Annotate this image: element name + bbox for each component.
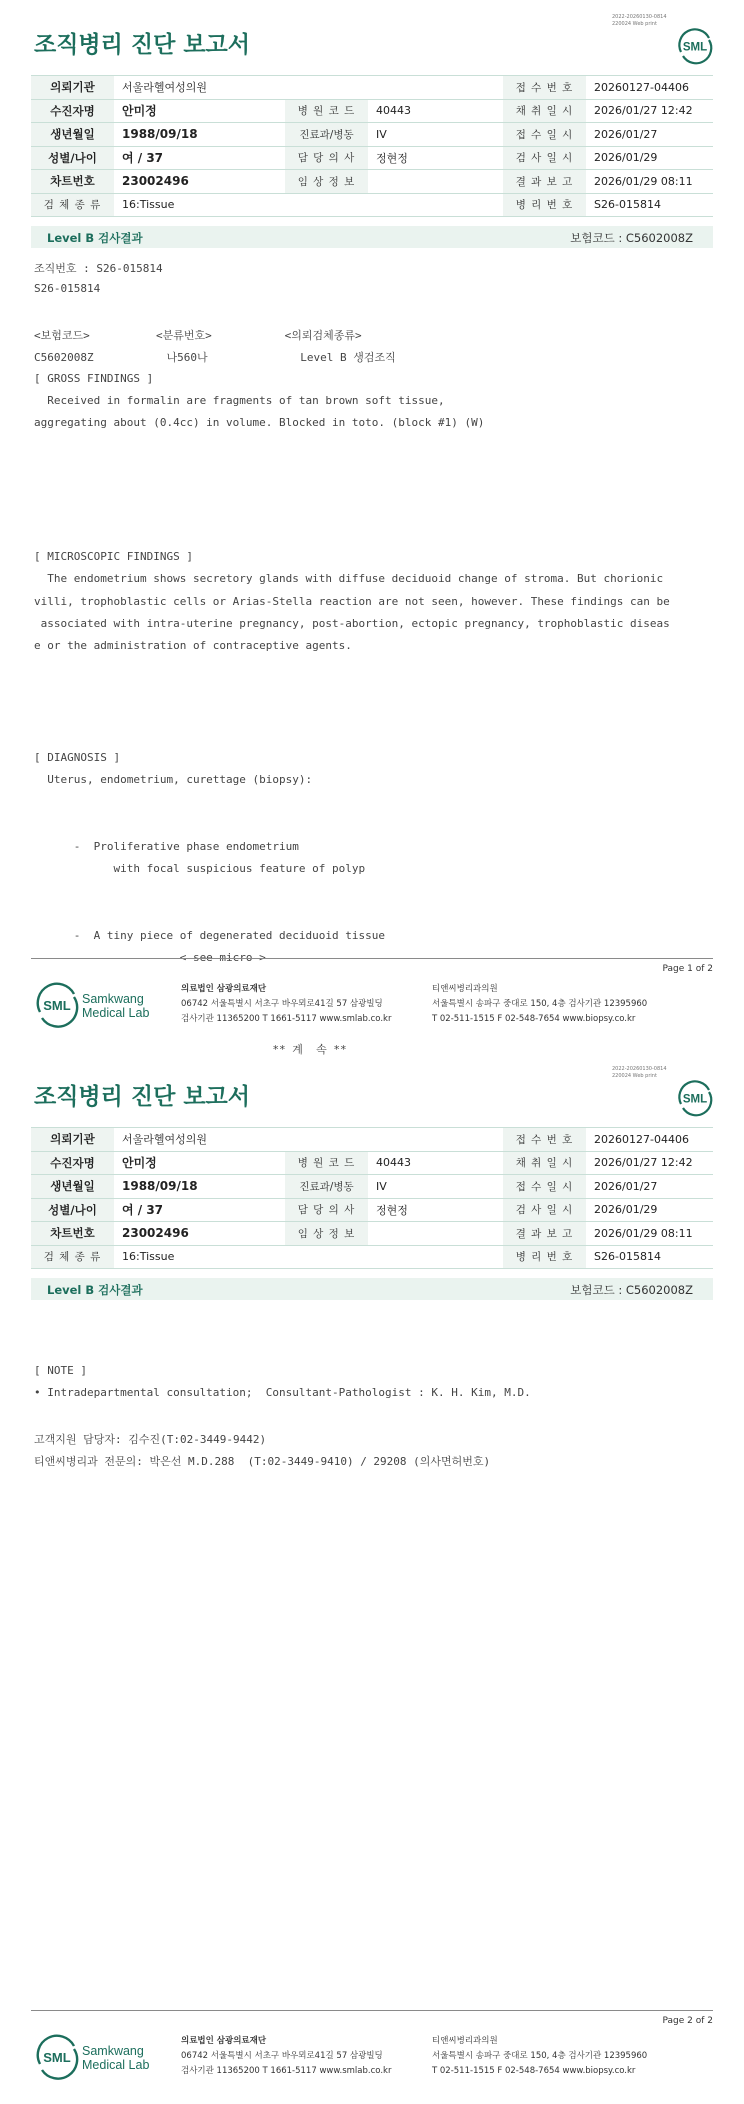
patient-name-value: 안미정 xyxy=(114,99,285,123)
info-row xyxy=(31,123,713,147)
brand-line-2: Medical Lab xyxy=(82,2058,150,2072)
dept-label: 진료과/병동 xyxy=(285,123,368,147)
hospital-label: 의뢰기관 xyxy=(31,1128,114,1152)
hospital-value: 서울라헬여성의원 xyxy=(114,76,503,100)
sml-logo-text: SML xyxy=(682,41,708,54)
collect-date-label: 채 취 일 시 xyxy=(503,1151,586,1175)
sml-logo-text: SML xyxy=(682,1093,708,1106)
page-number: Page 1 of 2 xyxy=(662,964,713,974)
report-text-line: associated with intra-uterine pregnancy, post-abortion, ectopic pregnancy, trophoblastic diseas xyxy=(34,616,670,630)
report-text-line: [ DIAGNOSIS ] xyxy=(34,750,121,764)
receipt-no-value: 20260127-04406 xyxy=(586,1128,713,1152)
hospital-label: 의뢰기관 xyxy=(31,76,114,100)
info-row xyxy=(31,1128,713,1152)
info-row xyxy=(31,146,713,170)
result-date-value: 2026/01/29 08:11 xyxy=(586,1222,713,1246)
doctor-label: 담 당 의 사 xyxy=(285,1198,368,1222)
receipt-date-label: 접 수 일 시 xyxy=(503,123,586,147)
dept-value: IV xyxy=(368,123,503,147)
org1-address: 06742 서울특별시 서초구 바우뫼로41길 57 삼광빌딩 xyxy=(181,2051,383,2061)
chart-no-value: 23002496 xyxy=(114,1222,285,1246)
info-row xyxy=(31,193,713,217)
info-row xyxy=(31,1151,713,1175)
patient-name-label: 수진자명 xyxy=(31,1151,114,1175)
org2-name: 티앤씨병리과의원 xyxy=(432,2036,498,2046)
test-date-label: 검 사 일 시 xyxy=(503,1198,586,1222)
report-text-line: [ GROSS FINDINGS ] xyxy=(34,371,154,385)
print-stamp xyxy=(612,1066,667,1080)
patient-info-table xyxy=(31,75,713,217)
sex-age-value: 여 / 37 xyxy=(114,1198,285,1222)
test-date-label: 검 사 일 시 xyxy=(503,146,586,170)
report-text-line: C5602008Z 나560나 Level B 생검조직 xyxy=(34,351,396,365)
clinical-info-label: 임 상 정 보 xyxy=(285,1222,368,1246)
info-row xyxy=(31,170,713,194)
print-stamp-line: 2022-20260130-0814 xyxy=(612,1066,667,1072)
info-row xyxy=(31,1175,713,1199)
print-stamp-line: 2022-20260130-0814 xyxy=(612,14,667,20)
report-text-line: S26-015814 xyxy=(34,282,101,296)
report-text-line: e or the administration of contraceptive agents. xyxy=(34,639,352,653)
samkwang-logo-icon xyxy=(36,2034,156,2080)
doctor-value: 정현정 xyxy=(368,146,503,170)
path-no-value: S26-015814 xyxy=(586,1245,713,1269)
doctor-value: 정현정 xyxy=(368,1198,503,1222)
report-title: 조직병리 진단 보고서 xyxy=(34,1084,250,1110)
path-no-label: 병 리 번 호 xyxy=(503,1245,586,1269)
receipt-date-value: 2026/01/27 xyxy=(586,1175,713,1199)
receipt-no-value: 20260127-04406 xyxy=(586,76,713,100)
report-text-line: [ MICROSCOPIC FINDINGS ] xyxy=(34,549,193,563)
sex-age-value: 여 / 37 xyxy=(114,146,285,170)
info-row xyxy=(31,76,713,100)
org2-address: 서울특별시 송파구 중대로 150, 4층 검사기관 12395960 xyxy=(432,2051,648,2061)
sml-logo-icon xyxy=(675,26,715,66)
org2-address: 서울특별시 송파구 중대로 150, 4층 검사기관 12395960 xyxy=(432,999,648,1009)
brand-line-1: Samkwang xyxy=(82,2044,144,2058)
clinical-info-value xyxy=(368,170,503,194)
result-date-label: 결 과 보 고 xyxy=(503,1222,586,1246)
path-no-value: S26-015814 xyxy=(586,193,713,217)
receipt-no-label: 접 수 번 호 xyxy=(503,76,586,100)
report-text-line: with focal suspicious feature of polyp xyxy=(34,862,366,876)
level-result-label: Level B 검사결과 xyxy=(47,231,143,245)
collect-date-value: 2026/01/27 12:42 xyxy=(586,99,713,123)
org2-name: 티앤씨병리과의원 xyxy=(432,984,498,994)
birth-label: 생년월일 xyxy=(31,1175,114,1199)
path-no-label: 병 리 번 호 xyxy=(503,193,586,217)
sex-age-label: 성별/나이 xyxy=(31,1198,114,1222)
birth-value: 1988/09/18 xyxy=(114,123,285,147)
org1-contact: 검사기관 11365200 T 1661-5117 www.smlab.co.kr xyxy=(181,2066,392,2076)
receipt-no-label: 접 수 번 호 xyxy=(503,1128,586,1152)
org1-name: 의료법인 삼광의료재단 xyxy=(181,984,267,994)
report-text-line: The endometrium shows secretory glands with diffuse deciduoid change of stroma. But chorionic xyxy=(34,572,664,586)
result-date-value: 2026/01/29 08:11 xyxy=(586,170,713,194)
org1-contact: 검사기관 11365200 T 1661-5117 www.smlab.co.kr xyxy=(181,1014,392,1024)
sml-logo-icon xyxy=(675,1078,715,1118)
info-row xyxy=(31,99,713,123)
collect-date-label: 채 취 일 시 xyxy=(503,99,586,123)
specimen-label: 검 체 종 류 xyxy=(31,1245,114,1269)
org2-contact: T 02-511-1515 F 02-548-7654 www.biopsy.co.kr xyxy=(432,1014,636,1024)
brand-line-2: Medical Lab xyxy=(82,1006,150,1020)
clinical-info-label: 임 상 정 보 xyxy=(285,170,368,194)
birth-value: 1988/09/18 xyxy=(114,1175,285,1199)
footer-divider xyxy=(31,2010,713,2011)
report-text-line: 조직번호 : S26-015814 xyxy=(34,262,163,275)
doctor-label: 담 당 의 사 xyxy=(285,146,368,170)
chart-no-value: 23002496 xyxy=(114,170,285,194)
samkwang-info xyxy=(181,2034,391,2079)
dept-label: 진료과/병동 xyxy=(285,1175,368,1199)
report-text-line: ** 계 속 ** xyxy=(34,1042,347,1056)
dept-value: IV xyxy=(368,1175,503,1199)
receipt-date-label: 접 수 일 시 xyxy=(503,1175,586,1199)
report-text-line: Uterus, endometrium, curettage (biopsy): xyxy=(34,772,313,786)
chart-no-label: 차트번호 xyxy=(31,170,114,194)
specimen-value: 16:Tissue xyxy=(114,1245,503,1269)
report-text-line: - A tiny piece of degenerated deciduoid tissue xyxy=(34,929,385,942)
level-result-bar xyxy=(31,226,713,248)
level-result-bar xyxy=(31,1278,713,1300)
hospital-code-label: 병 원 코 드 xyxy=(285,99,368,123)
hospital-code-value: 40443 xyxy=(368,1151,503,1175)
level-result-label: Level B 검사결과 xyxy=(47,1283,143,1297)
specimen-label: 검 체 종 류 xyxy=(31,193,114,217)
print-stamp xyxy=(612,14,667,28)
samkwang-logo-text: SML xyxy=(43,2050,71,2065)
hospital-code-label: 병 원 코 드 xyxy=(285,1151,368,1175)
tnc-info xyxy=(432,982,647,1027)
samkwang-logo-text: SML xyxy=(43,998,71,1013)
result-date-label: 결 과 보 고 xyxy=(503,170,586,194)
footer-divider xyxy=(31,958,713,959)
patient-info-table xyxy=(31,1127,713,1269)
report-title: 조직병리 진단 보고서 xyxy=(34,32,250,58)
chart-no-label: 차트번호 xyxy=(31,1222,114,1246)
info-row xyxy=(31,1245,713,1269)
samkwang-info xyxy=(181,982,391,1027)
report-text-line: villi, trophoblastic cells or Arias-Stella reaction are not seen, however. These findings can be xyxy=(34,594,670,608)
insurance-code: 보험코드 : C5602008Z xyxy=(570,231,693,245)
hospital-value: 서울라헬여성의원 xyxy=(114,1128,503,1152)
report-text-line: [ NOTE ] xyxy=(34,1364,87,1377)
report-text-line: 티앤씨병리과 전문의: 박은선 M.D.288 (T:02-3449-9410) / 29208 (의사면허번호) xyxy=(34,1455,491,1469)
org1-name: 의료법인 삼광의료재단 xyxy=(181,2036,267,2046)
report-text-line: 고객지원 담당자: 김수진(T:02-3449-9442) xyxy=(34,1432,267,1446)
brand-line-1: Samkwang xyxy=(82,992,144,1006)
collect-date-value: 2026/01/27 12:42 xyxy=(586,1151,713,1175)
report-text-line: • Intradepartmental consultation; Consultant-Pathologist : K. H. Kim, M.D. xyxy=(34,1386,531,1400)
test-date-value: 2026/01/29 xyxy=(586,146,713,170)
report-text-line: - Proliferative phase endometrium xyxy=(34,839,299,853)
sex-age-label: 성별/나이 xyxy=(31,146,114,170)
samkwang-logo-icon xyxy=(36,982,156,1028)
org1-address: 06742 서울특별시 서초구 바우뫼로41길 57 삼광빌딩 xyxy=(181,999,383,1009)
info-row xyxy=(31,1198,713,1222)
print-stamp-line: 220024 Web print xyxy=(612,1073,657,1079)
hospital-code-value: 40443 xyxy=(368,99,503,123)
report-text-line: <보험코드> <분류번호> <의뢰검체종류> xyxy=(34,328,362,342)
page-number: Page 2 of 2 xyxy=(662,2016,713,2026)
receipt-date-value: 2026/01/27 xyxy=(586,123,713,147)
info-row xyxy=(31,1222,713,1246)
birth-label: 생년월일 xyxy=(31,123,114,147)
tnc-info xyxy=(432,2034,647,2079)
report-text-line: aggregating about (0.4cc) in volume. Blocked in toto. (block #1) (W) xyxy=(34,416,485,430)
report-text-line: < see micro > xyxy=(34,951,266,965)
test-date-value: 2026/01/29 xyxy=(586,1198,713,1222)
insurance-code: 보험코드 : C5602008Z xyxy=(570,1283,693,1297)
patient-name-label: 수진자명 xyxy=(31,99,114,123)
report-text-line: Received in formalin are fragments of tan brown soft tissue, xyxy=(34,393,445,407)
print-stamp-line: 220024 Web print xyxy=(612,21,657,27)
report-page-2 xyxy=(0,1052,744,2104)
org2-contact: T 02-511-1515 F 02-548-7654 www.biopsy.co.kr xyxy=(432,2066,636,2076)
specimen-value: 16:Tissue xyxy=(114,193,503,217)
clinical-info-value xyxy=(368,1222,503,1246)
patient-name-value: 안미정 xyxy=(114,1151,285,1175)
